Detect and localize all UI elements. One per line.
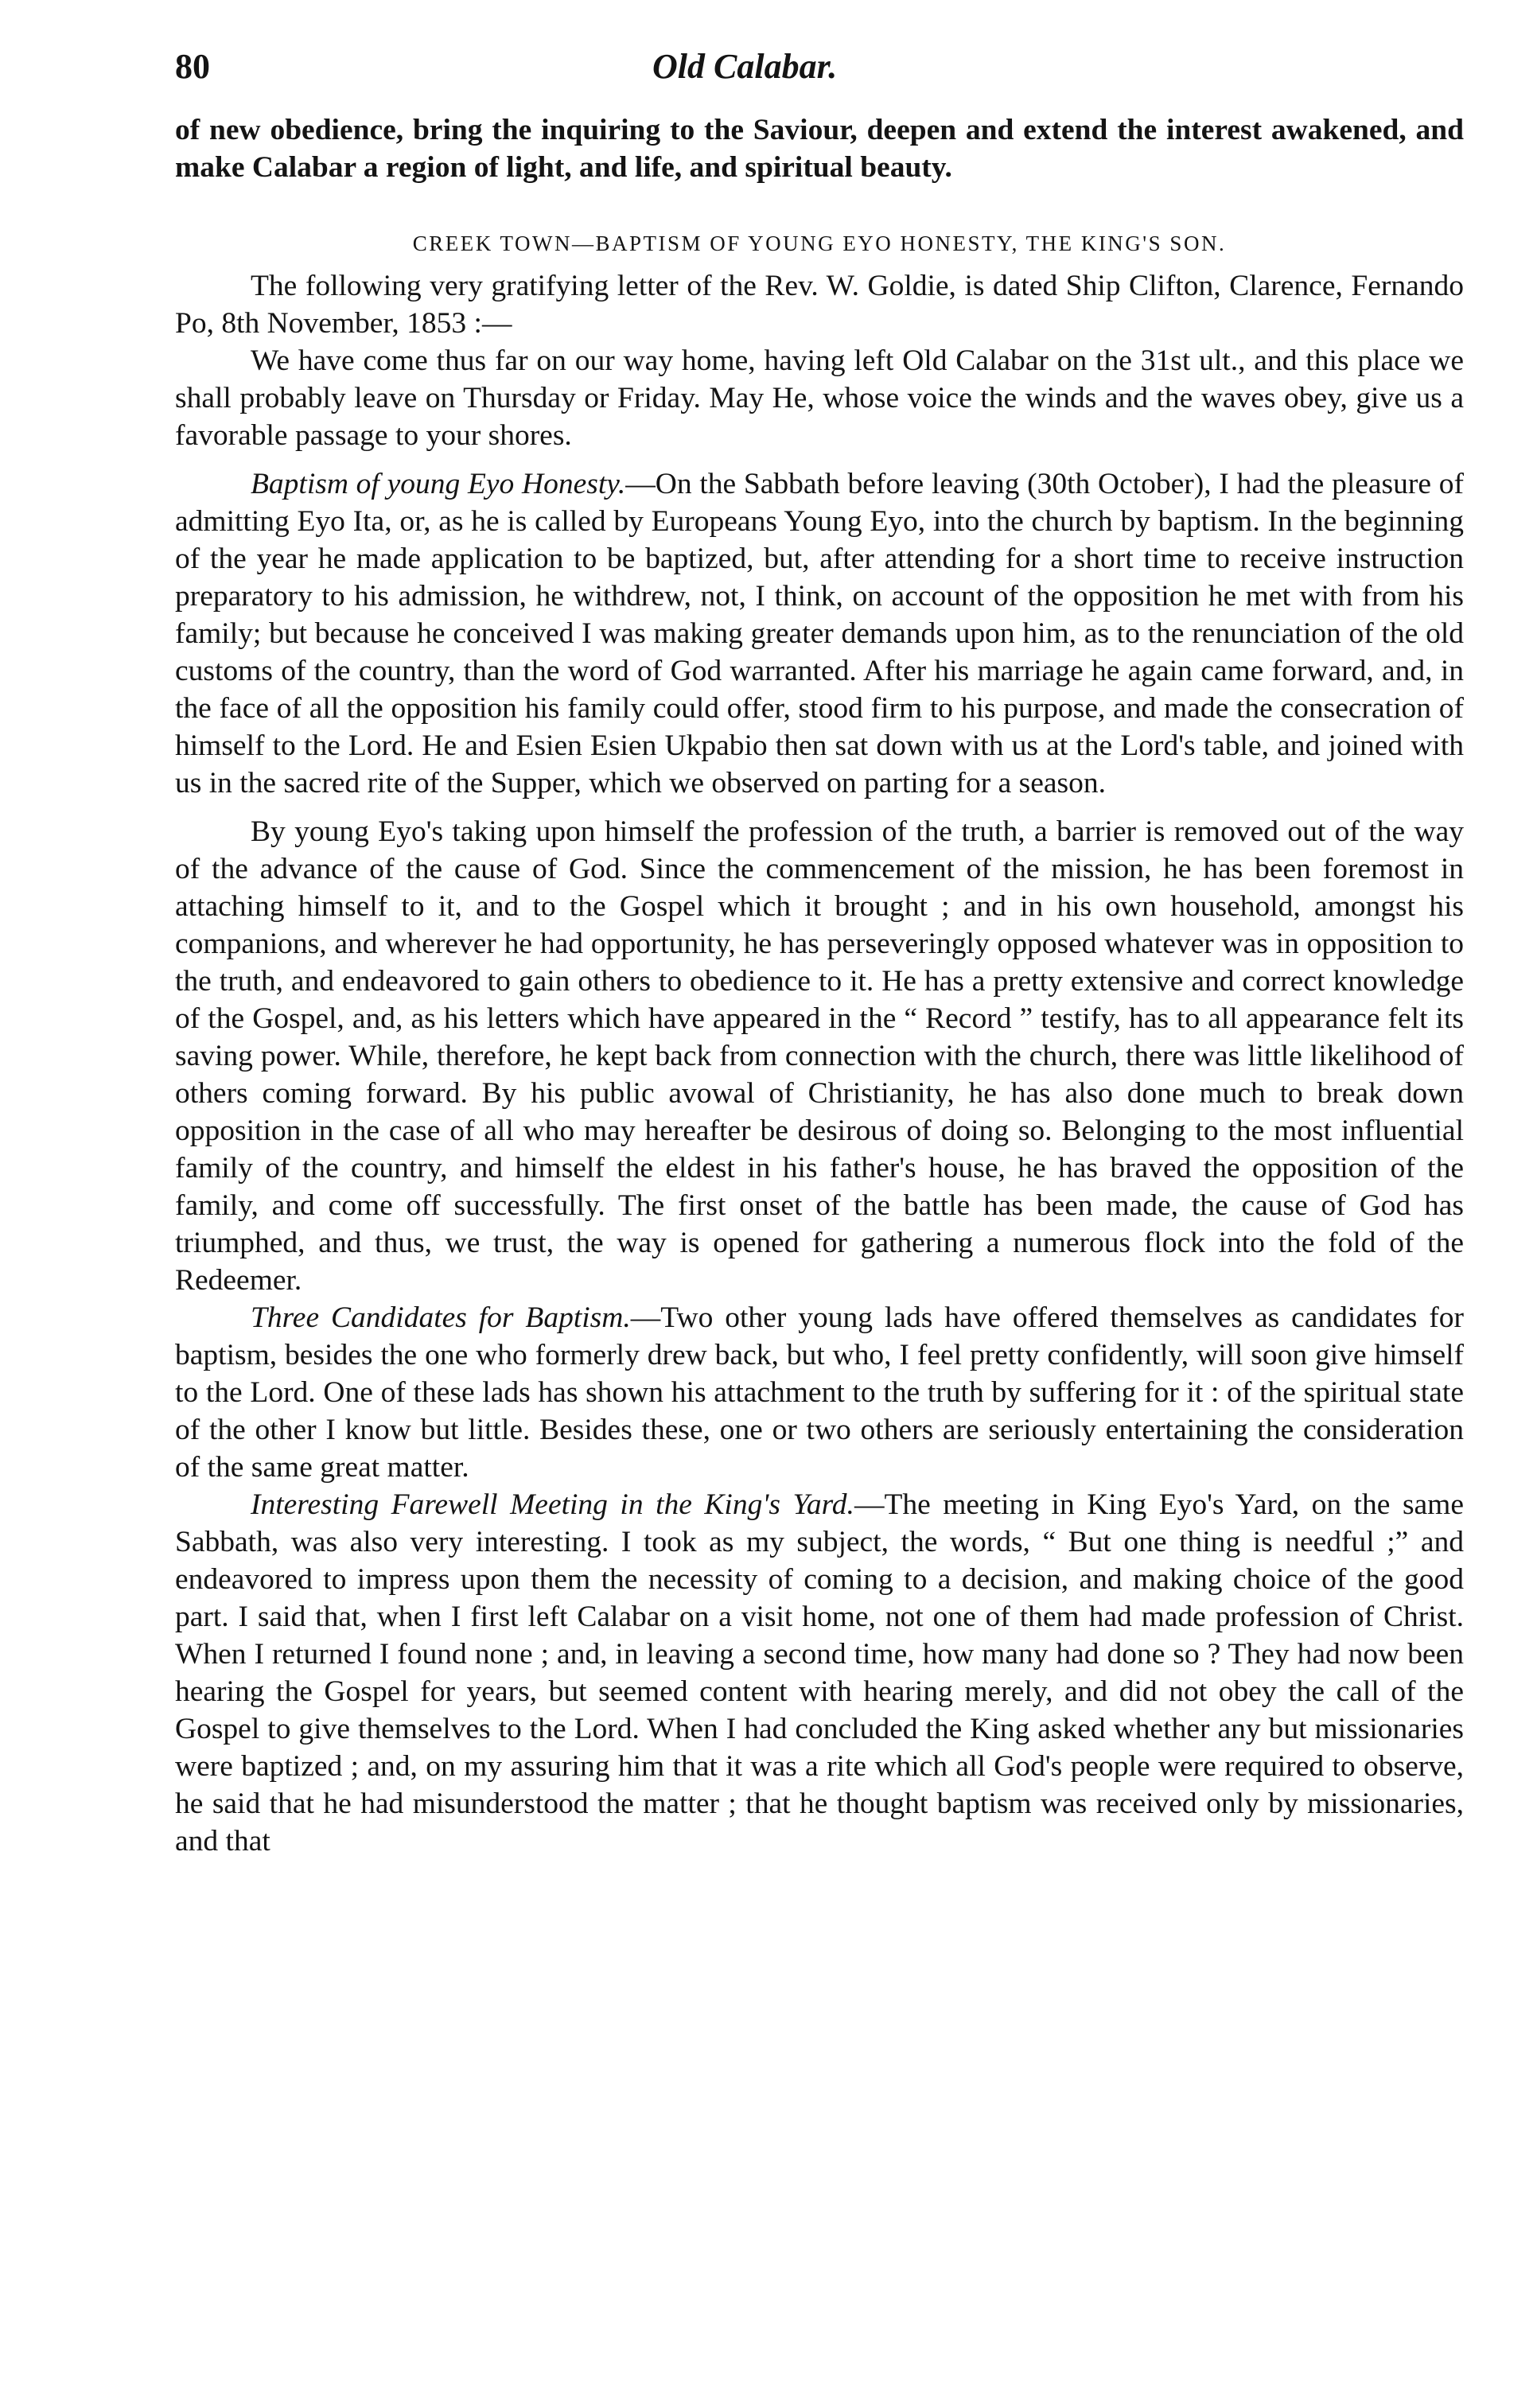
page-number: 80 [175,47,210,86]
paragraph-candidates [175,1299,1464,1486]
paragraph-farewell-meeting [175,1486,1464,1860]
book-page [175,40,1464,1860]
intro-paragraph: of new obedience, bring the inquiring to the Saviour, deepen and extend the interest awakened, and make Calabar a region of light, and life, and spiritual beauty. [175,114,1464,184]
paragraph-lead: Interesting Farewell Meeting in the King's Yard. [251,1488,854,1521]
paragraph-barrier-removed [175,813,1464,1299]
paragraph-lead: Three Candidates for Baptism. [251,1301,631,1334]
paragraph-text: We have come thus far on our way home, having left Old Calabar on the 31st ult., and this place we shall probably leave on Thursday or Friday. May He, whose voice the winds and the waves obey, give us a favorable passage to your shores. [175,344,1464,452]
paragraph-letter-intro [175,267,1464,342]
paragraph-baptism [175,465,1464,802]
paragraph-text: The following very gratifying letter of the Rev. W. Goldie, is dated Ship Clifton, Clarence, Fernando Po, 8th November, 1853 :— [175,270,1464,340]
paragraph-text: —On the Sabbath before leaving (30th October), I had the pleasure of admitting Eyo Ita, or, as he is called by Europeans Young Eyo, into the church by baptism. In the beginning of the year he made application to be baptized, but, after attending for a short time to receive instruction preparatory to his admission, he withdrew, not, I think, on account of the opposition he met with from his family; but because he conceived I was making greater demands upon him, as to the renunciation of the old customs of the country, than the word of God warranted. After his marriage he again came forward, and, in the face of all the opposition his family could offer, stood firm to his purpose, and made the consecration of himself to the Lord. He and Esien Esien Ukpabio then sat down with us at the Lord's table, and joined with us in the sacred rite of the Supper, which we observed on parting for a season. [175,468,1464,799]
running-head: Old Calabar. [652,47,838,86]
paragraph-text: By young Eyo's taking upon himself the profession of the truth, a barrier is removed out of the way of the advance of the cause of God. Since the commencement of the mission, he has been foremost in attaching himself to it, and to the Gospel which it brought ; and in his own household, amongst his companions, and wherever he had opportunity, he has perseveringly opposed whatever was in opposition to the truth, and endeavored to gain others to obedience to it. He has a pretty extensive and correct knowledge of the Gospel, and, as his letters which have appeared in the “ Record ” testify, has to all appearance felt its saving power. While, therefore, he kept back from connection with the church, there was little likelihood of others coming forward. By his public avowal of Christianity, he has also done much to break down opposition in the case of all who may hereafter be desirous of doing so. Belonging to the most influential family of the country, and himself the eldest in his father's house, he has braved the opposition of the family, and come off successfully. The first onset of the battle has been made, the cause of God has triumphed, and thus, we trust, the way is opened for gathering a numerous flock into the fold of the Redeemer. [175,815,1464,1297]
paragraph-text: —The meeting in King Eyo's Yard, on the same Sabbath, was also very interesting. I took as my subject, the words, “ But one thing is needful ;” and endeavored to impress upon them the necessity of coming to a decision, and making choice of the good part. I said that, when I first left Calabar on a visit home, not one of them had made profession of Christ. When I returned I found none ; and, in leaving a second time, how many had done so ? They had now been hearing the Gospel for years, but seemed content with hearing merely, and did not obey the call of the Gospel to give themselves to the Lord. When I had concluded the King asked whether any but missionaries were baptized ; and, on my assuring him that it was a rite which all God's people were required to observe, he said that he had misunderstood the matter ; that he thought baptism was received only by missionaries, and that [175,1488,1464,1858]
paragraph-lead: Baptism of young Eyo Honesty. [251,468,626,500]
section-heading: CREEK TOWN—BAPTISM OF YOUNG EYO HONESTY, THE KING'S SON. [412,231,1227,255]
paragraph-journey [175,342,1464,454]
page-header [175,40,1464,100]
paragraph-text: —Two other young lads have offered themselves as candidates for baptism, besides the one who formerly drew back, but who, I feel pretty confidently, will soon give himself to the Lord. One of these lads has shown his attachment to the truth by suffering for it : of the spiritual state of the other I know but little. Besides these, one or two others are seriously entertaining the consideration of the same great matter. [175,1301,1464,1484]
